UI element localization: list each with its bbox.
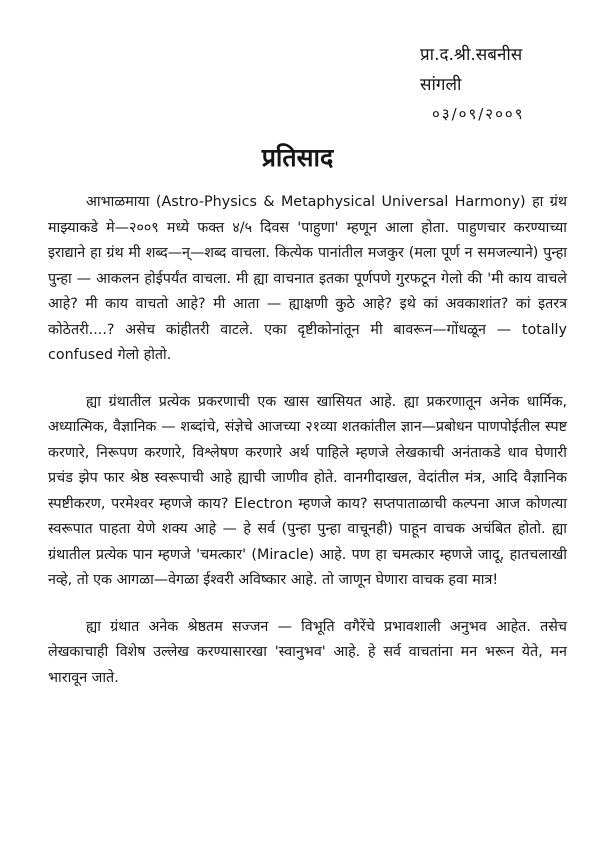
paragraph-1: आभाळमाया (Astro-Physics & Metaphysical Universal Harmony) हा ग्रंथ माझ्याकडे मे—२००९ मध्ये फक्त ४/५ दिवस 'पाहुणा' म्हणून आला होता. पाहुणचार करण्याच्या इराद्याने हा ग्रंथ मी शब्द—न्—शब्द वाचला. कित्येक पानांतील मजकुर (मला पूर्ण न समजल्याने) पुन्हा पुन्हा — आकलन होईपर्यंत वाचला. मी ह्या वाचनात इतका पूर्णपणे गुरफटून गेलो की 'मी काय वाचले आहे? मी काय वाचतो आहे? मी आता — ह्याक्षणी कुठे आहे? इथे कां अवकाशांत? कां इतरत्र कोठेतरी....? असेच कांहीतरी वाटले. एका दृष्टीकोनांतून मी बावरून—गोंधळून — totally confused गेलो होतो.: [48, 194, 567, 363]
letter-title: प्रतिसाद: [261, 143, 334, 172]
paragraph-2: ह्या ग्रंथातील प्रत्येक प्रकरणाची एक खास खासियत आहे. ह्या प्रकरणातून अनेक धार्मिक, अध्यात्मिक, वैज्ञानिक — शब्दांचे, संज्ञेचे आजच्या २१व्या शतकांतील ज्ञान—प्रबोधन पाणपोईतील स्पष्ट करणारे, निरूपण करणारे, विश्लेषण करणारे अर्थ पाहिले म्हणजे लेखकाची अनंताकडे धाव घेणारी प्रचंड झेप फार श्रेष्ठ स्वरूपाची आहे ह्याची जाणीव होते. वानगीदाखल, वेदांतील मंत्र, आदि वैज्ञानिक स्पष्टीकरण, परमेश्वर म्हणजे काय? Electron म्हणजे काय? सप्तपाताळाची कल्पना आज कोणत्या स्वरूपात पाहता येणे शक्य आहे — हे सर्व (पुन्हा पुन्हा वाचूनही) पाहून वाचक अचंबित होतो. ह्या ग्रंथातील प्रत्येक पान म्हणजे 'चमत्कार' (Miracle) आहे. पण हा चमत्कार म्हणजे जादू, हातचलाखी नव्हे, तो एक आगळा—वेगळा ईश्वरी अविष्कार आहे. तो जाणून घेणारा वाचक हवा मात्र!: [48, 393, 567, 588]
letter-body: [48, 190, 567, 712]
sender-place: सांगली: [420, 75, 462, 95]
paragraph-3: ह्या ग्रंथात अनेक श्रेष्ठतम सज्जन — विभूति वगैरेंचे प्रभावशाली अनुभव आहेत. तसेच लेखकाचाही विशेष उल्लेख करण्यासारखा 'स्वानुभव' आहे. हे सर्व वाचतांना मन भरून येते, मन भारावून जाते.: [48, 618, 567, 686]
sender-name: प्रा.द.श्री.सबनीस: [420, 45, 523, 65]
letter-date: ०३/०९/२००९: [432, 105, 525, 123]
sender-block: [420, 40, 522, 100]
